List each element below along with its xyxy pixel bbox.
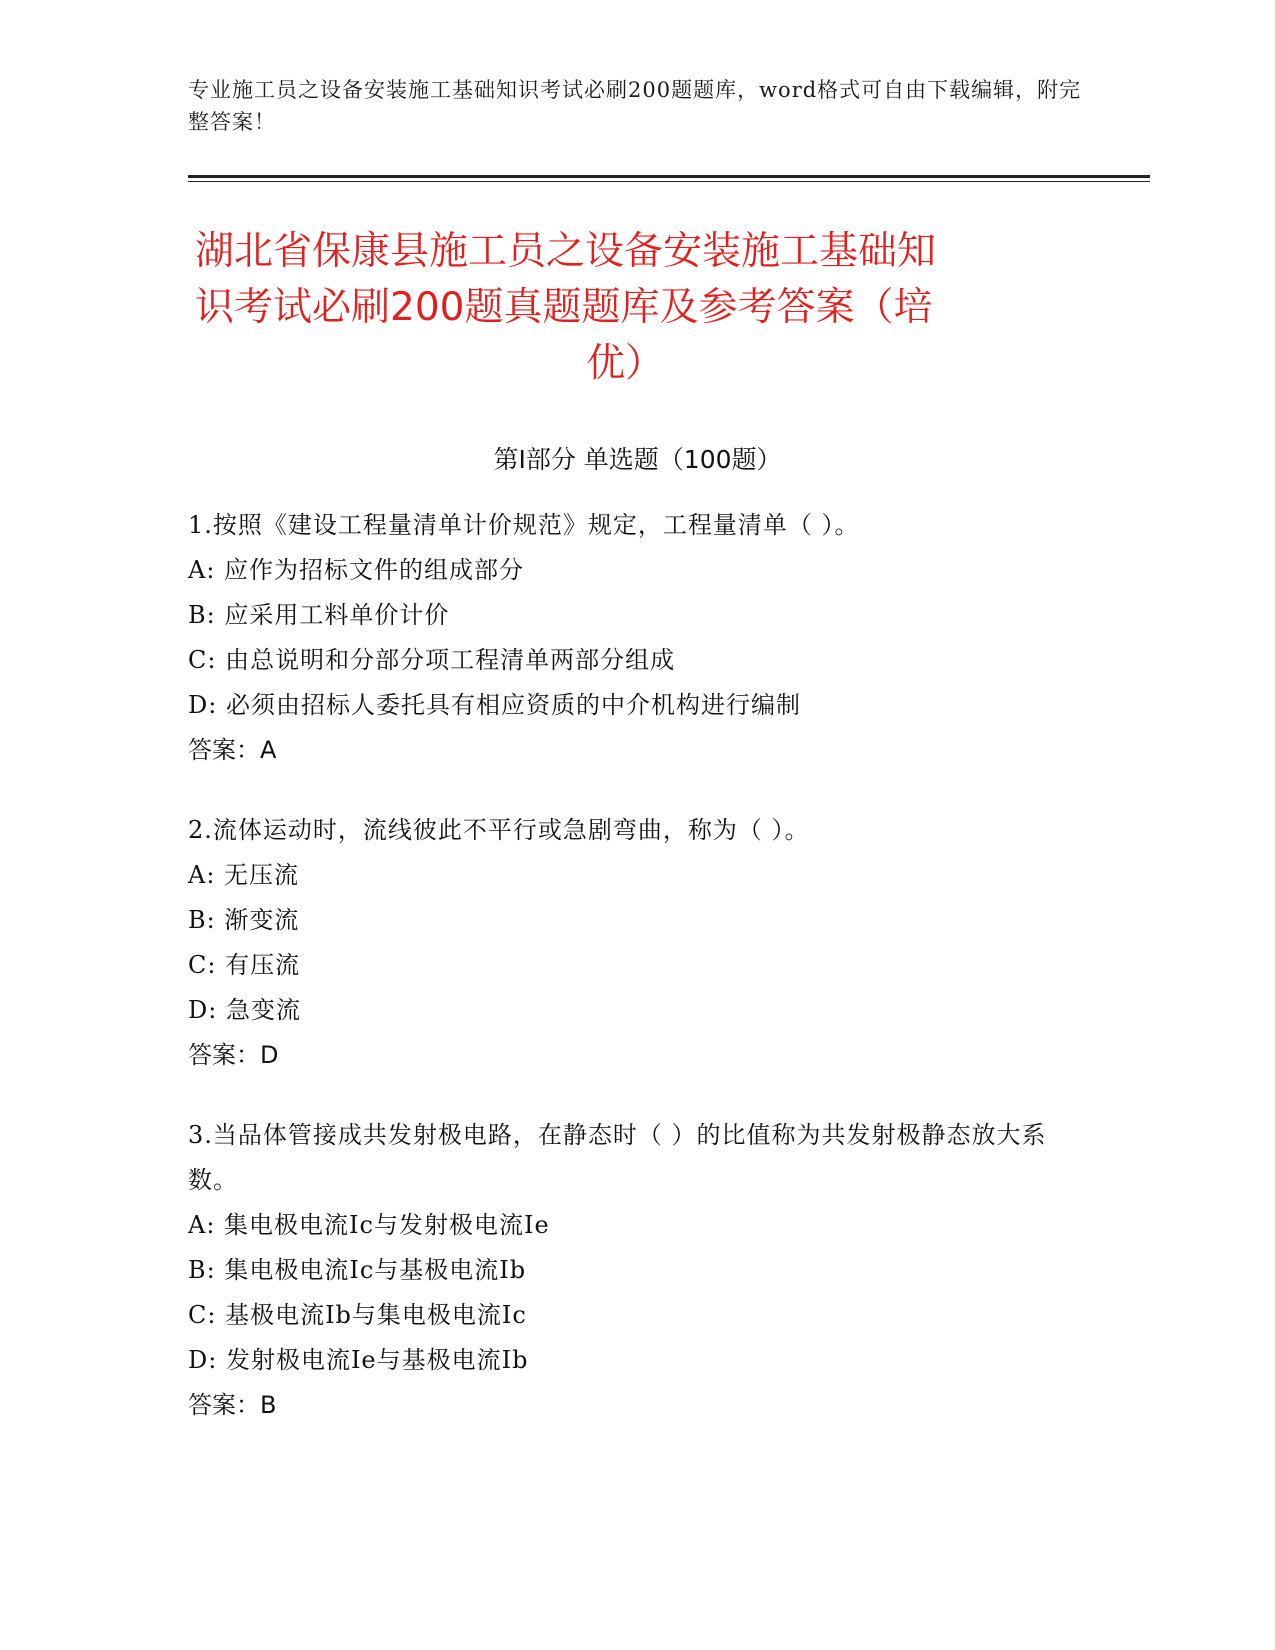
answer: 答案：A <box>188 736 277 764</box>
header-rule-thick <box>188 175 1150 178</box>
header-rule-thin <box>188 181 1150 182</box>
question-3 <box>188 1113 1048 1428</box>
section-heading: 第Ⅰ部分 单选题（100题） <box>493 445 782 474</box>
question-stem: 3.当品体管接成共发射极电路，在静态时（ ）的比值称为共发射极静态放大系数。 <box>188 1121 1047 1194</box>
option-b: B: 集电极电流Ic与基极电流Ib <box>188 1256 527 1284</box>
document-title <box>195 224 1075 392</box>
option-a: A: 无压流 <box>188 861 300 889</box>
question-2 <box>188 808 1088 1078</box>
question-stem: 2.流体运动时，流线彼此不平行或急剧弯曲，称为（ ）。 <box>188 816 810 844</box>
option-d: D: 必须由招标人委托具有相应资质的中介机构进行编制 <box>188 691 801 719</box>
option-a: A: 集电极电流Ic与发射极电流Ie <box>188 1211 550 1239</box>
option-b: B: 渐变流 <box>188 906 300 934</box>
title-line-1: 湖北省保康县施工员之设备安装施工基础知 <box>195 229 937 274</box>
option-c: C: 有压流 <box>188 951 301 979</box>
title-line-2: 识考试必刷200题真题题库及参考答案（培 <box>195 285 933 330</box>
option-a: A: 应作为招标文件的组成部分 <box>188 556 525 584</box>
answer: 答案：D <box>188 1041 279 1069</box>
header-note: 专业施工员之设备安装施工基础知识考试必刷200题题库，word格式可自由下载编辑，附完整答案！ <box>188 78 1082 134</box>
answer: 答案：B <box>188 1391 277 1419</box>
option-c: C: 由总说明和分部分项工程清单两部分组成 <box>188 646 676 674</box>
option-c: C: 基极电流Ib与集电极电流Ic <box>188 1301 527 1329</box>
option-b: B: 应采用工料单价计价 <box>188 601 450 629</box>
question-1 <box>188 503 1088 773</box>
title-line-3: 优） <box>585 341 664 386</box>
option-d: D: 发射极电流Ie与基极电流Ib <box>188 1346 529 1374</box>
option-d: D: 急变流 <box>188 996 301 1024</box>
question-stem: 1.按照《建设工程量清单计价规范》规定，工程量清单（ ）。 <box>188 511 860 539</box>
